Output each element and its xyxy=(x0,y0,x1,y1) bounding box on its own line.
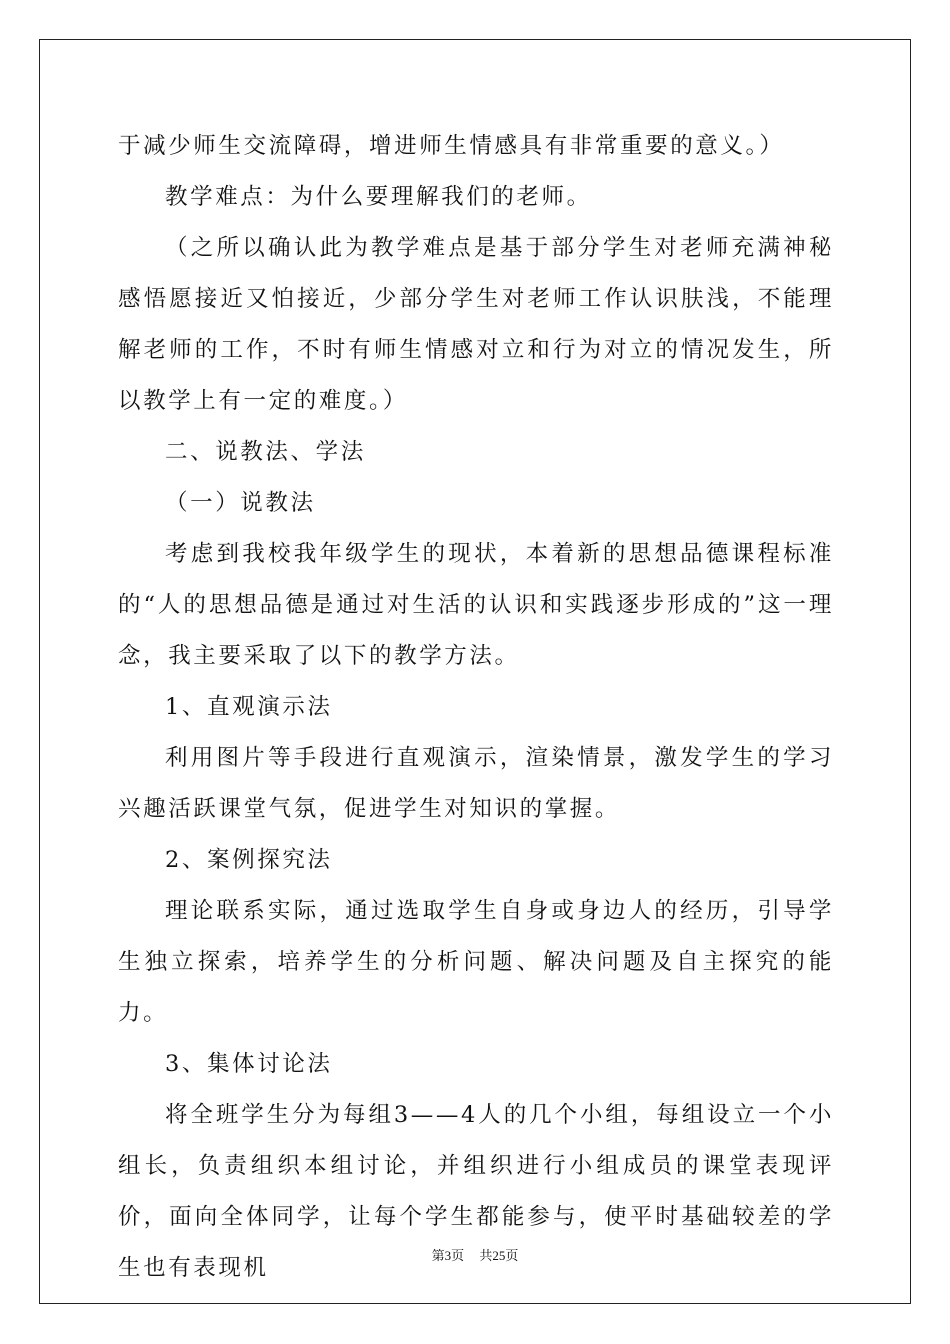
paragraph: （之所以确认此为教学难点是基于部分学生对老师充满神秘感悟愿接近又怕接近，少部分学生对老师工作认识肤浅，不能理解老师的工作，不时有师生情感对立和行为对立的情况发生，所以教学上有一定的难度。） xyxy=(118,235,834,414)
paragraph: 利用图片等手段进行直观演示，渲染情景，激发学生的学习兴趣活跃课堂气氛，促进学生对知识的掌握。 xyxy=(118,745,834,822)
page-footer xyxy=(0,1245,950,1264)
paragraph: 于减少师生交流障碍，增进师生情感具有非常重要的意义。） xyxy=(118,133,785,159)
method-heading: 3、集体讨论法 xyxy=(165,1051,333,1077)
page-total: 共25页 xyxy=(479,1248,519,1263)
page-number: 第3页 xyxy=(431,1248,465,1263)
method-heading: 1、直观演示法 xyxy=(165,694,333,720)
method-heading: 2、案例探究法 xyxy=(165,847,333,873)
paragraph: 考虑到我校我年级学生的现状，本着新的思想品德课程标准的“人的思想品德是通过对生活的认识和实践逐步形成的”这一理念，我主要采取了以下的教学方法。 xyxy=(118,541,834,669)
subsection-heading: （一）说教法 xyxy=(165,490,316,516)
paragraph: 教学难点：为什么要理解我们的老师。 xyxy=(165,184,592,210)
paragraph: 理论联系实际，通过选取学生自身或身边人的经历，引导学生独立探索，培养学生的分析问题、解决问题及自主探究的能力。 xyxy=(118,898,834,1026)
section-heading: 二、说教法、学法 xyxy=(165,439,366,465)
paragraph: 将全班学生分为每组3——4人的几个小组，每组设立一个小组长，负责组织本组讨论，并组织进行小组成员的课堂表现评价，面向全体同学，让每个学生都能参与，使平时基础较差的学生也有表现机 xyxy=(118,1102,834,1281)
document-body xyxy=(118,121,834,1294)
